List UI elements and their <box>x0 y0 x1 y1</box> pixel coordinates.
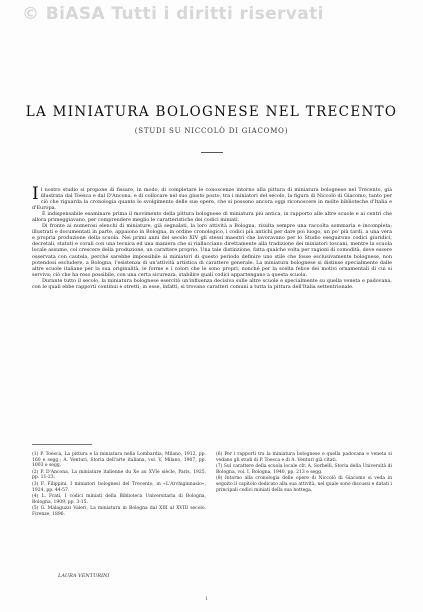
footnote: (7) Sul carattere della scuola locale cfr. A. Sorbelli, Storia della Università di Bologna, vol. I, Bologna, 1940, pp. 213 e segg. <box>216 464 392 475</box>
footnote-divider <box>32 444 92 445</box>
footnotes-right-column <box>216 452 392 494</box>
footnote: (5) G. Malaguzzi Valeri, La miniatura in Bologna dal XIII al XVIII secolo, Firenze, 1896. <box>32 506 206 517</box>
footnote: (8) Intorno alla cronologia delle opere di Niccolò di Giacomo si veda in seguito il capitolo dedicato alla sua attività, nel quale sono discussi e datati i principali codici miniati della sua bottega. <box>216 476 392 493</box>
footnote: (2) P. D'Ancona, La miniature italienne du Xe au XVIe siècle, Paris, 1925, pp. 11-23. <box>32 469 206 481</box>
footnotes-left-column <box>32 452 206 519</box>
page-subtitle: (STUDI SU NICCOLÒ DI GIACOMO) <box>134 127 289 135</box>
footnote: (1) P. Toesca, La pittura e la miniatura nella Lombardia, Milano, 1912, pp. 160 e segg.; A. Venturi, Storia dell'arte italiana, vol. V, Milano, 1907, pp. 1003 e segg. <box>32 452 206 469</box>
body-paragraph: È indispensabile esaminare prima il movimento della pittura bolognese di miniatura più antica, in rapporto alle altre scuole e ai centri che allora primeggiavano, per comprendere meglio le caratteristiche dei codici miniati. <box>32 211 392 224</box>
footnote: (4) L. Frati, I codici miniati della Biblioteca Universitaria di Bologna, Bologna, 1909, pp. 3-15. <box>32 494 206 505</box>
body-paragraph <box>32 184 392 212</box>
drop-cap: I <box>32 184 39 204</box>
body-paragraph: Di fronte ai numerosi elenchi di miniature, già segnalati, la loro attività a Bologna, risulta sempre una raccolta sommaria e incompleta; illustrati e documentati in parte, appaiono in Bologna, in ordine cronologico, i codici più antichi per dare poi luogo, un po' più tardi, a una vera e propria produzione della scuola. Nei primi anni del secolo XIV gli stessi maestri che lavoravano per lo Studio eseguirono codici giuridici, decretali, statuti e corali con una tecnica ed una maniera che si riallacciano direttamente alla tradizione dei miniatori toscani, mentre la scuola locale assume, col crescere della produzione, un carattere proprio. Una tale distinzione, fatta qualche volta per ragioni di comodità, deve essere osservata con cautela, perché sarebbe impossibile ai miniatori di questo periodo definire uno stile che fosse esclusivamente bolognese, non potendosi escludere, a Bologna, l'esistenza di un'attività artistica di carattere generale. La miniatura bolognese si distinse specialmente dalle altre scuole italiane per la sua originalità, le forme e i colori che le sono propri, nonché per la scelta felice dei motivi ornamentali di cui si serviva; ciò che ha reso possibile, con una certa sicurezza, stabilire quali codici appartengano a questa scuola. <box>32 223 392 278</box>
body-paragraph: Durante tutto il secolo, la miniatura bolognese esercitò un'influenza decisiva sulle altre scuole e specialmente su quella veneta e padovana, con le quali ebbe rapporti continui e stretti; in esse, infatti, si trovano caratteri comuni a tutta la pittura dell'Italia settentrionale. <box>32 277 392 290</box>
author-signature: LAURA VENTURINI <box>58 573 110 579</box>
title-divider <box>201 152 223 153</box>
article-body <box>32 184 392 290</box>
page-number: 1 <box>205 596 209 602</box>
paragraph-text: l nostro studio si propone di fissare, in modo, di completare le conoscenze intorno alla pittura di miniatura bolognese nel Trecento, già illustrata dal Toesca e dal D'Ancona, e di collocare nel suo giusto posto, tra i miniatori del secolo, la figura di Niccolò di Giacomo, tanto per ciò che riguarda la cronologia quanto lo svolgimento delle sue opere, che si possono ancora oggi riconoscere in molte biblioteche d'Italia e d'Europa. <box>32 187 392 212</box>
footnote: (3) F. Filippini, I miniatori bolognesi del Trecento, in «L'Archiginnasio», 1924, pp. 44-57. <box>32 481 206 493</box>
copyright-watermark: © BiASA Tutti i diritti riservati <box>22 4 324 24</box>
page-title: LA MINIATURA BOLOGNESE NEL TRECENTO <box>25 104 398 120</box>
footnote: (6) Per i rapporti tra la miniatura bolognese e quella padovana e veneta si vedano gli studi di P. Toesca e di A. Venturi già citati. <box>216 452 392 463</box>
